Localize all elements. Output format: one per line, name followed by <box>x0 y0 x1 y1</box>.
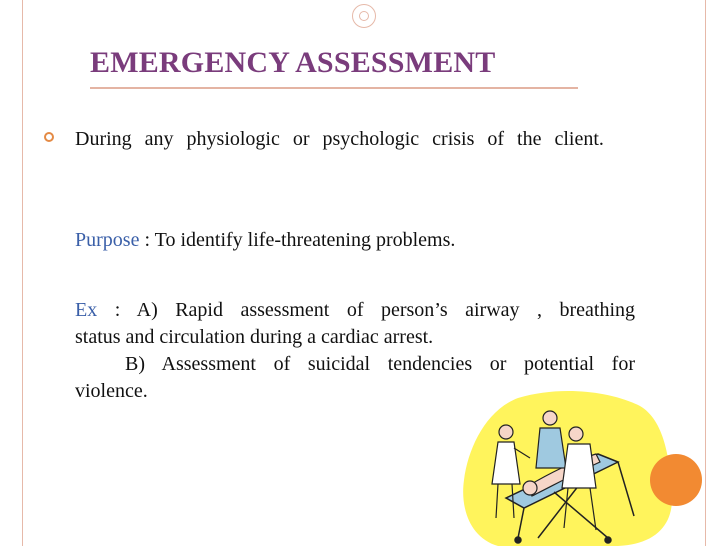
purpose-text: : To identify life-threatening problems. <box>139 229 456 251</box>
clipart-orange-circle <box>650 454 702 506</box>
example-a-text-1: : A) Rapid assessment of person’s airway , breathing <box>97 299 635 321</box>
hollow-circle-bullet-icon <box>44 132 54 142</box>
emergency-medical-team-stretcher-icon <box>458 388 702 546</box>
frame-ring-inner <box>359 11 369 21</box>
frame-ring-ornament <box>352 4 376 28</box>
bullet-text: During any physiologic or psychologic crisis of the client. <box>75 128 604 150</box>
example-label: Ex <box>75 299 98 321</box>
example-a-line-1 <box>75 297 635 324</box>
purpose-label: Purpose <box>75 229 140 251</box>
example-a-line-2: status and circulation during a cardiac arrest. <box>75 326 434 348</box>
slide-title: EMERGENCY ASSESSMENT <box>90 46 496 79</box>
title-underline <box>90 87 578 89</box>
example-b-line-2: violence. <box>75 380 148 402</box>
example-b-line-1: B) Assessment of suicidal tendencies or potential for <box>125 353 635 375</box>
purpose-line <box>75 227 635 254</box>
